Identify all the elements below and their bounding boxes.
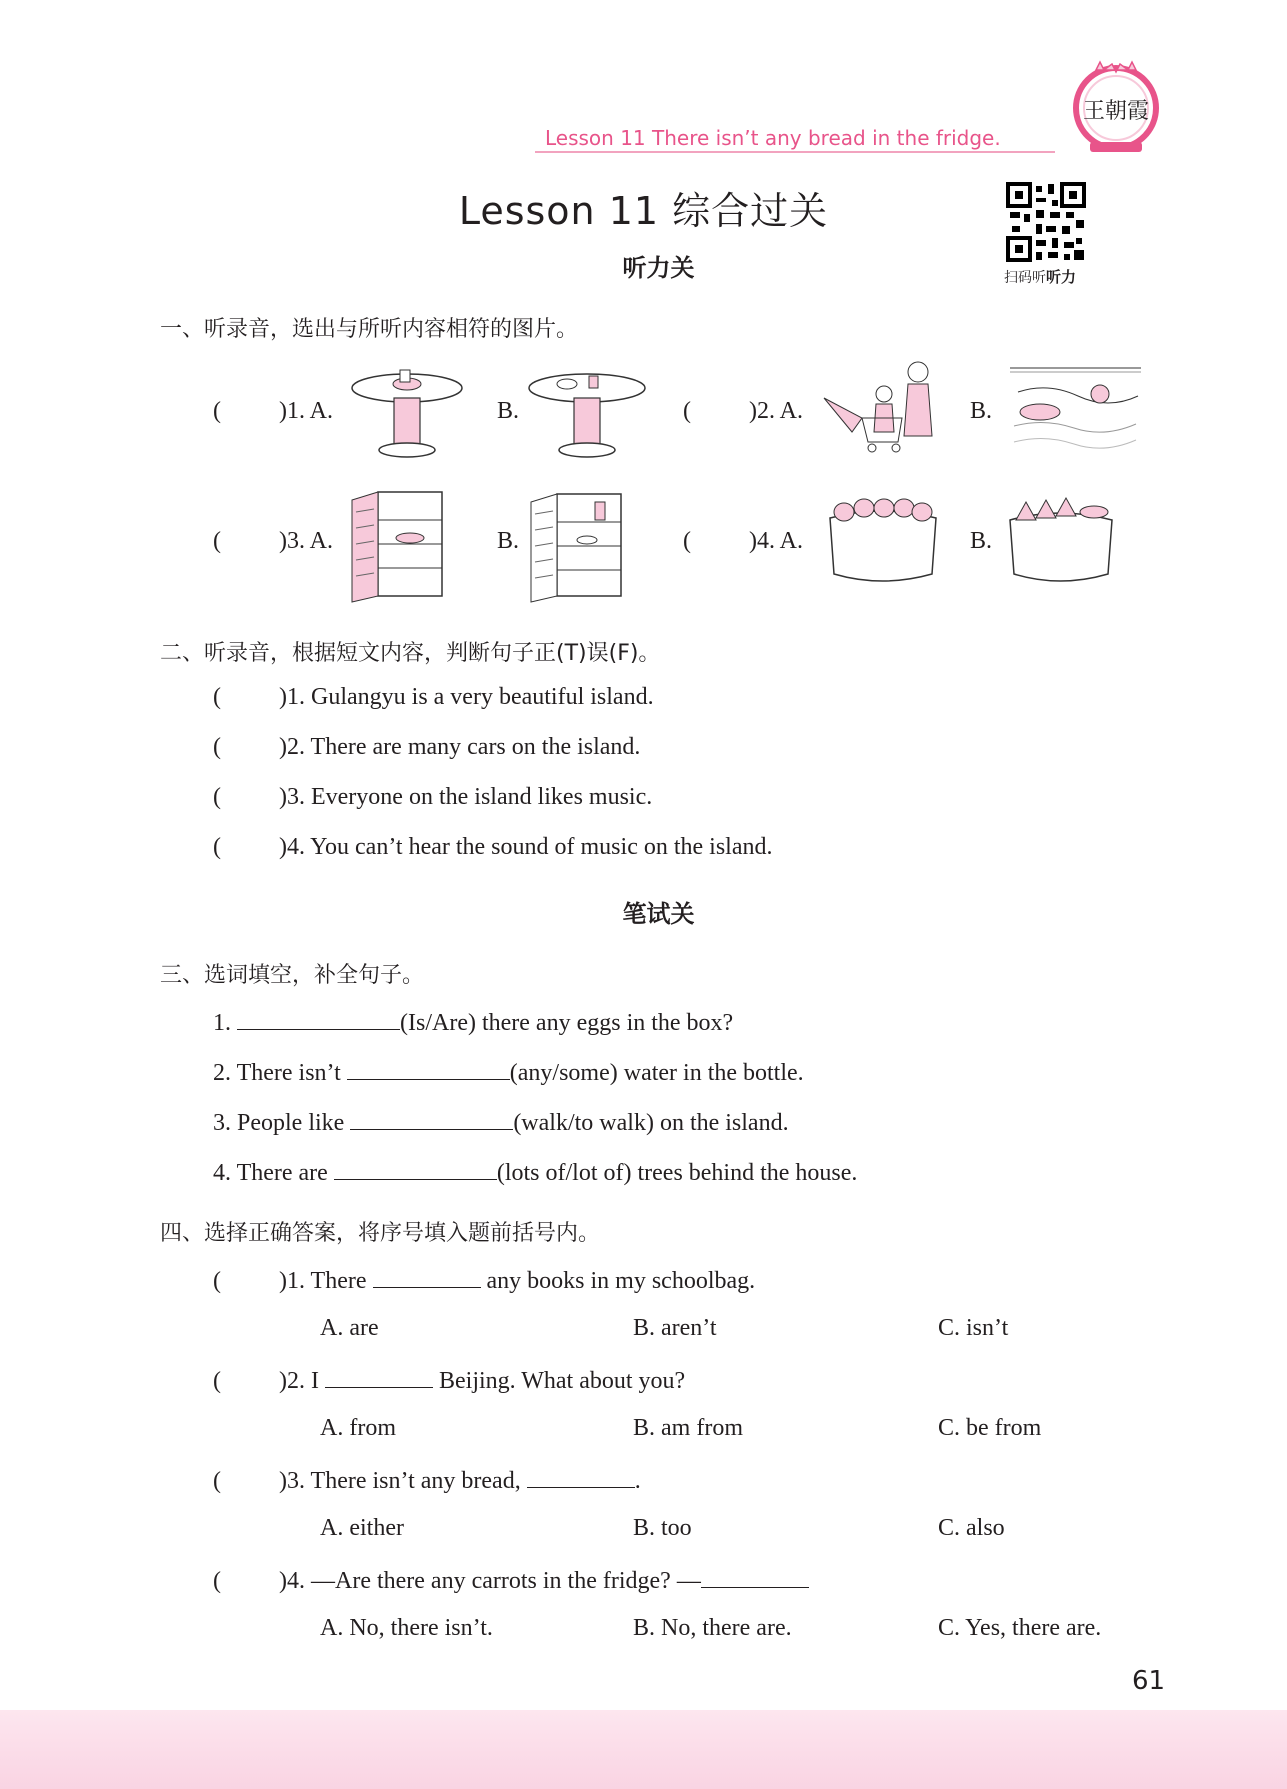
header-divider <box>535 151 1055 153</box>
s4-q1-option-a[interactable]: A. are <box>320 1315 379 1341</box>
s1-item3-num: )3. A. <box>279 528 333 554</box>
s3-item4-before: 4. There are <box>213 1160 334 1186</box>
s4-q3-option-b[interactable]: B. too <box>633 1515 692 1541</box>
s3-item3-blank[interactable] <box>350 1107 513 1130</box>
s1-item4-b: B. <box>970 528 993 554</box>
s1-item2 <box>683 398 803 425</box>
s2-item3-text: )3. Everyone on the island likes music. <box>279 784 653 810</box>
s3-item4-after: (lots of/lot of) trees behind the house. <box>496 1160 858 1186</box>
s4-q3-after: . <box>634 1468 641 1494</box>
s4-q1-after: any books in my schoolbag. <box>480 1268 756 1294</box>
paren-open: ( <box>213 528 221 554</box>
s4-q2-blank[interactable] <box>325 1365 433 1388</box>
s1-item2-b: B. <box>970 398 993 424</box>
s4-q3-blank[interactable] <box>527 1465 635 1488</box>
brand-logo <box>1068 58 1164 158</box>
s4-q2-option-a[interactable]: A. from <box>320 1415 396 1441</box>
s4-q3-option-a[interactable]: A. either <box>320 1515 404 1541</box>
s1-item4 <box>683 528 803 555</box>
s1-item1-num: )1. A. <box>279 398 333 424</box>
s3-item3-after: (walk/to walk) on the island. <box>513 1110 789 1136</box>
s4-q2-before: )2. I <box>279 1368 325 1394</box>
s1-item1 <box>213 398 333 425</box>
qr-label-prefix: 扫码听 <box>1004 270 1046 286</box>
paren-open: ( <box>213 398 221 424</box>
s4-q3-option-c[interactable]: C. also <box>938 1515 1005 1541</box>
s4-q4-option-c[interactable]: C. Yes, there are. <box>938 1615 1102 1641</box>
page-title: Lesson 11 综合过关 <box>458 189 829 233</box>
page-number: 61 <box>1132 1666 1166 1696</box>
s3-item3-before: 3. People like <box>213 1110 351 1136</box>
table-with-cake-image <box>350 368 465 460</box>
s3-item1-before: 1. <box>213 1010 237 1036</box>
listening-title: 听力关 <box>622 254 695 282</box>
s2-item4 <box>213 834 773 861</box>
fridge-with-meat-image <box>348 482 448 604</box>
header-lesson-line: Lesson 11 There isn’t any bread in the fridge. <box>545 126 1001 150</box>
logo-text: 王朝霞 <box>1082 99 1150 124</box>
paren-open: ( <box>213 684 221 710</box>
s4-q4-option-a[interactable]: A. No, there isn’t. <box>320 1615 493 1641</box>
bag-of-fruit-image <box>1002 494 1120 588</box>
s4-q1 <box>213 1265 755 1295</box>
s1-item3 <box>213 528 333 555</box>
s3-item2-before: 2. There isn’t <box>213 1060 347 1086</box>
s3-item4 <box>213 1157 857 1187</box>
paren-open: ( <box>213 1368 221 1394</box>
s2-item4-text: )4. You can’t hear the sound of music on the island. <box>279 834 773 860</box>
s4-q4-option-b[interactable]: B. No, there are. <box>633 1615 792 1641</box>
paren-open: ( <box>213 784 221 810</box>
swimming-image <box>1008 362 1143 458</box>
s4-q2-option-c[interactable]: C. be from <box>938 1415 1042 1441</box>
s4-q1-blank[interactable] <box>373 1265 481 1288</box>
qr-code[interactable] <box>1006 182 1086 262</box>
section4-heading: 四、选择正确答案，将序号填入题前括号内。 <box>160 1221 601 1246</box>
s2-item1-text: )1. Gulangyu is a very beautiful island. <box>279 684 654 710</box>
s4-q4-before: )4. —Are there any carrots in the fridge? — <box>279 1568 701 1594</box>
section1-heading: 一、听录音，选出与所听内容相符的图片。 <box>160 317 579 342</box>
bag-of-strawberries-image <box>822 494 944 588</box>
s3-item2-blank[interactable] <box>347 1057 510 1080</box>
s3-item2-after: (any/some) water in the bottle. <box>509 1060 804 1086</box>
s4-q1-before: )1. There <box>279 1268 373 1294</box>
s1-item3-b: B. <box>497 528 520 554</box>
section3-heading: 三、选词填空，补全句子。 <box>160 963 425 988</box>
s2-item3 <box>213 784 652 811</box>
fridge-with-food-image <box>527 484 627 604</box>
s4-q4 <box>213 1565 809 1595</box>
s4-q1-option-c[interactable]: C. isn’t <box>938 1315 1009 1341</box>
s1-item2-num: )2. A. <box>749 398 803 424</box>
table-with-food-image <box>527 368 647 460</box>
s3-item4-blank[interactable] <box>334 1157 497 1180</box>
paren-open: ( <box>213 834 221 860</box>
writing-title: 笔试关 <box>622 900 695 928</box>
qr-label <box>1004 266 1076 287</box>
s3-item3 <box>213 1107 789 1137</box>
s4-q1-option-b[interactable]: B. aren’t <box>633 1315 717 1341</box>
s4-q2-option-b[interactable]: B. am from <box>633 1415 743 1441</box>
qr-label-bold: 听力 <box>1046 268 1077 286</box>
s4-q4-blank[interactable] <box>701 1565 809 1588</box>
s4-q2 <box>213 1365 685 1395</box>
s4-q3 <box>213 1465 641 1495</box>
section2-heading: 二、听录音，根据短文内容，判断句子正(T)误(F)。 <box>160 641 661 666</box>
s3-item1-blank[interactable] <box>237 1007 400 1030</box>
paren-open: ( <box>213 734 221 760</box>
s2-item2-text: )2. There are many cars on the island. <box>279 734 641 760</box>
shopping-family-image <box>822 358 950 458</box>
paren-open: ( <box>683 528 691 554</box>
paren-open: ( <box>683 398 691 424</box>
s1-item4-num: )4. A. <box>749 528 803 554</box>
paren-open: ( <box>213 1468 221 1494</box>
s3-item2 <box>213 1057 804 1087</box>
s4-q3-before: )3. There isn’t any bread, <box>279 1468 527 1494</box>
s4-q2-after: Beijing. What about you? <box>432 1368 686 1394</box>
s3-item1 <box>213 1007 733 1037</box>
s3-item1-after: (Is/Are) there any eggs in the box? <box>400 1010 734 1036</box>
s2-item1 <box>213 684 654 711</box>
s1-item1-b: B. <box>497 398 520 424</box>
paren-open: ( <box>213 1568 221 1594</box>
s2-item2 <box>213 734 640 761</box>
paren-open: ( <box>213 1268 221 1294</box>
footer-band <box>0 1710 1287 1789</box>
